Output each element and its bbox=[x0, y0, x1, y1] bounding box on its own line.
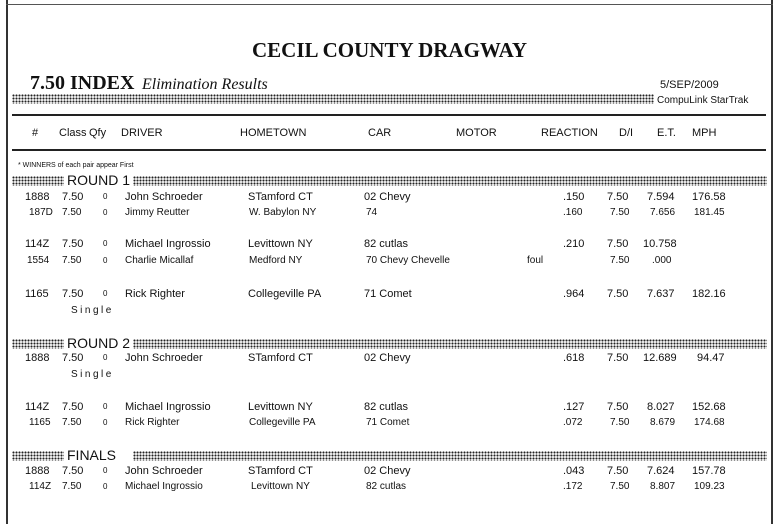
qualifier: 0 bbox=[103, 482, 108, 491]
car-number: 1888 bbox=[25, 352, 50, 364]
qualifier: 0 bbox=[103, 256, 108, 265]
single-run-label: Single bbox=[71, 305, 114, 316]
class: 7.50 bbox=[62, 465, 84, 477]
reaction: .964 bbox=[563, 288, 585, 300]
round-2-heading: ROUND 2 bbox=[67, 335, 131, 351]
col-driver: DRIVER bbox=[121, 127, 163, 139]
table-row bbox=[0, 352, 779, 366]
qualifier: 0 bbox=[103, 289, 108, 298]
car-number: 114Z bbox=[29, 481, 52, 492]
table-row bbox=[0, 288, 779, 302]
reaction: .618 bbox=[563, 352, 585, 364]
motor: foul bbox=[527, 255, 544, 266]
class: 7.50 bbox=[62, 288, 84, 300]
col-car: CAR bbox=[368, 127, 392, 139]
car-number: 1165 bbox=[29, 417, 51, 428]
dial-in: 7.50 bbox=[607, 465, 629, 477]
dial-in: 7.50 bbox=[607, 288, 629, 300]
mph: 174.68 bbox=[694, 417, 725, 428]
hometown: STamford CT bbox=[248, 352, 313, 364]
round-2-dots-left bbox=[12, 339, 64, 349]
dial-in: 7.50 bbox=[607, 401, 629, 413]
driver: John Schroeder bbox=[125, 352, 203, 364]
car: 70 Chevy Chevelle bbox=[366, 255, 450, 266]
reaction: .043 bbox=[563, 465, 585, 477]
qualifier: 0 bbox=[103, 192, 108, 201]
round-1-heading: ROUND 1 bbox=[67, 172, 131, 188]
finals-heading: FINALS bbox=[67, 447, 117, 463]
mph: 109.23 bbox=[694, 481, 725, 492]
col-number: # bbox=[32, 127, 39, 139]
col-et: E.T. bbox=[657, 127, 676, 139]
elapsed-time: 8.027 bbox=[647, 401, 675, 413]
report-subtitle: Elimination Results bbox=[142, 76, 268, 93]
mph: 176.58 bbox=[692, 191, 726, 203]
hometown: STamford CT bbox=[248, 465, 313, 477]
dial-in: 7.50 bbox=[610, 417, 630, 428]
qualifier: 0 bbox=[103, 353, 108, 362]
round-2-dots-right bbox=[133, 339, 767, 349]
table-row bbox=[0, 191, 779, 205]
driver: Michael Ingrossio bbox=[125, 481, 203, 492]
class: 7.50 bbox=[62, 481, 82, 492]
index-label: 7.50 INDEX bbox=[30, 72, 135, 94]
winners-note: * WINNERS of each pair appear First bbox=[18, 162, 134, 169]
dial-in: 7.50 bbox=[607, 238, 629, 250]
car-number: 187D bbox=[29, 207, 53, 218]
qualifier: 0 bbox=[103, 418, 108, 427]
car-number: 1888 bbox=[25, 465, 50, 477]
car: 74 bbox=[366, 207, 378, 218]
table-row bbox=[0, 401, 779, 415]
car: 71 Comet bbox=[364, 288, 412, 300]
car: 82 cutlas bbox=[366, 481, 407, 492]
class: 7.50 bbox=[62, 417, 82, 428]
table-row bbox=[0, 481, 779, 495]
class: 7.50 bbox=[62, 238, 84, 250]
elapsed-time: 7.624 bbox=[647, 465, 675, 477]
header-rule-top bbox=[12, 114, 766, 116]
reaction: .127 bbox=[563, 401, 585, 413]
qualifier: 0 bbox=[103, 239, 108, 248]
table-row bbox=[0, 255, 779, 269]
dial-in: 7.50 bbox=[607, 191, 629, 203]
round-1-dots-left bbox=[12, 176, 64, 186]
col-hometown: HOMETOWN bbox=[240, 127, 307, 139]
mph: 182.16 bbox=[692, 288, 726, 300]
car-number: 1165 bbox=[25, 288, 49, 300]
car: 82 cutlas bbox=[364, 401, 409, 413]
mph: 94.47 bbox=[697, 352, 725, 364]
car: 02 Chevy bbox=[364, 352, 411, 364]
dial-in: 7.50 bbox=[610, 255, 630, 266]
hometown: STamford CT bbox=[248, 191, 313, 203]
hometown: Collegeville PA bbox=[248, 288, 322, 300]
table-row bbox=[0, 417, 779, 431]
single-run-label: Single bbox=[71, 369, 114, 380]
qualifier: 0 bbox=[103, 208, 108, 217]
elapsed-time: 8.679 bbox=[650, 417, 676, 428]
elapsed-time: .000 bbox=[652, 255, 672, 266]
reaction: .150 bbox=[563, 191, 585, 203]
reaction: .072 bbox=[563, 417, 583, 428]
qualifier: 0 bbox=[103, 466, 108, 475]
hometown: Levittown NY bbox=[248, 401, 313, 413]
class: 7.50 bbox=[62, 191, 84, 203]
car-number: 114Z bbox=[25, 401, 50, 413]
hometown: W. Babylon NY bbox=[249, 207, 317, 218]
col-qfy: Qfy bbox=[89, 127, 107, 139]
driver: Rick Righter bbox=[125, 417, 180, 428]
elapsed-time: 7.637 bbox=[647, 288, 675, 300]
event-date: 5/SEP/2009 bbox=[660, 79, 719, 91]
vendor-label: CompuLink StarTrak bbox=[657, 95, 749, 106]
finals-dots-right bbox=[133, 451, 767, 461]
car: 82 cutlas bbox=[364, 238, 409, 250]
page-border-top bbox=[6, 4, 773, 5]
table-row bbox=[0, 465, 779, 479]
driver: Charlie Micallaf bbox=[125, 255, 194, 266]
hometown: Medford NY bbox=[249, 255, 303, 266]
driver: Jimmy Reutter bbox=[125, 207, 190, 218]
elapsed-time: 8.807 bbox=[650, 481, 676, 492]
table-row bbox=[0, 238, 779, 252]
col-reaction: REACTION bbox=[541, 127, 598, 139]
reaction: .210 bbox=[563, 238, 585, 250]
dial-in: 7.50 bbox=[607, 352, 629, 364]
driver: Michael Ingrossio bbox=[125, 238, 211, 250]
reaction: .172 bbox=[563, 481, 583, 492]
driver: John Schroeder bbox=[125, 465, 203, 477]
class: 7.50 bbox=[62, 255, 82, 266]
finals-dots-left bbox=[12, 451, 64, 461]
dial-in: 7.50 bbox=[610, 207, 630, 218]
elapsed-time: 7.594 bbox=[647, 191, 675, 203]
elapsed-time: 12.689 bbox=[643, 352, 677, 364]
qualifier: 0 bbox=[103, 402, 108, 411]
mph: 152.68 bbox=[692, 401, 726, 413]
page-title: CECIL COUNTY DRAGWAY bbox=[252, 38, 527, 62]
hometown: Collegeville PA bbox=[249, 417, 316, 428]
class: 7.50 bbox=[62, 207, 82, 218]
table-row bbox=[0, 207, 779, 221]
driver: Rick Righter bbox=[125, 288, 185, 300]
mph: 181.45 bbox=[694, 207, 725, 218]
car: 02 Chevy bbox=[364, 465, 411, 477]
mph: 157.78 bbox=[692, 465, 726, 477]
car: 02 Chevy bbox=[364, 191, 411, 203]
car: 71 Comet bbox=[366, 417, 410, 428]
car-number: 1554 bbox=[27, 255, 50, 266]
elapsed-time: 7.656 bbox=[650, 207, 676, 218]
round-1-dots-right bbox=[133, 176, 767, 186]
dial-in: 7.50 bbox=[610, 481, 630, 492]
header-rule-bottom bbox=[12, 149, 766, 151]
class: 7.50 bbox=[62, 352, 84, 364]
col-class: Class bbox=[59, 127, 87, 139]
car-number: 114Z bbox=[25, 238, 50, 250]
header-dot-rule bbox=[12, 94, 654, 104]
car-number: 1888 bbox=[25, 191, 50, 203]
col-di: D/I bbox=[619, 127, 634, 139]
reaction: .160 bbox=[563, 207, 583, 218]
elapsed-time: 10.758 bbox=[643, 238, 677, 250]
driver: Michael Ingrossio bbox=[125, 401, 211, 413]
col-mph: MPH bbox=[692, 127, 717, 139]
hometown: Levittown NY bbox=[248, 238, 313, 250]
driver: John Schroeder bbox=[125, 191, 203, 203]
col-motor: MOTOR bbox=[456, 127, 497, 139]
hometown: Levittown NY bbox=[251, 481, 310, 492]
class: 7.50 bbox=[62, 401, 84, 413]
